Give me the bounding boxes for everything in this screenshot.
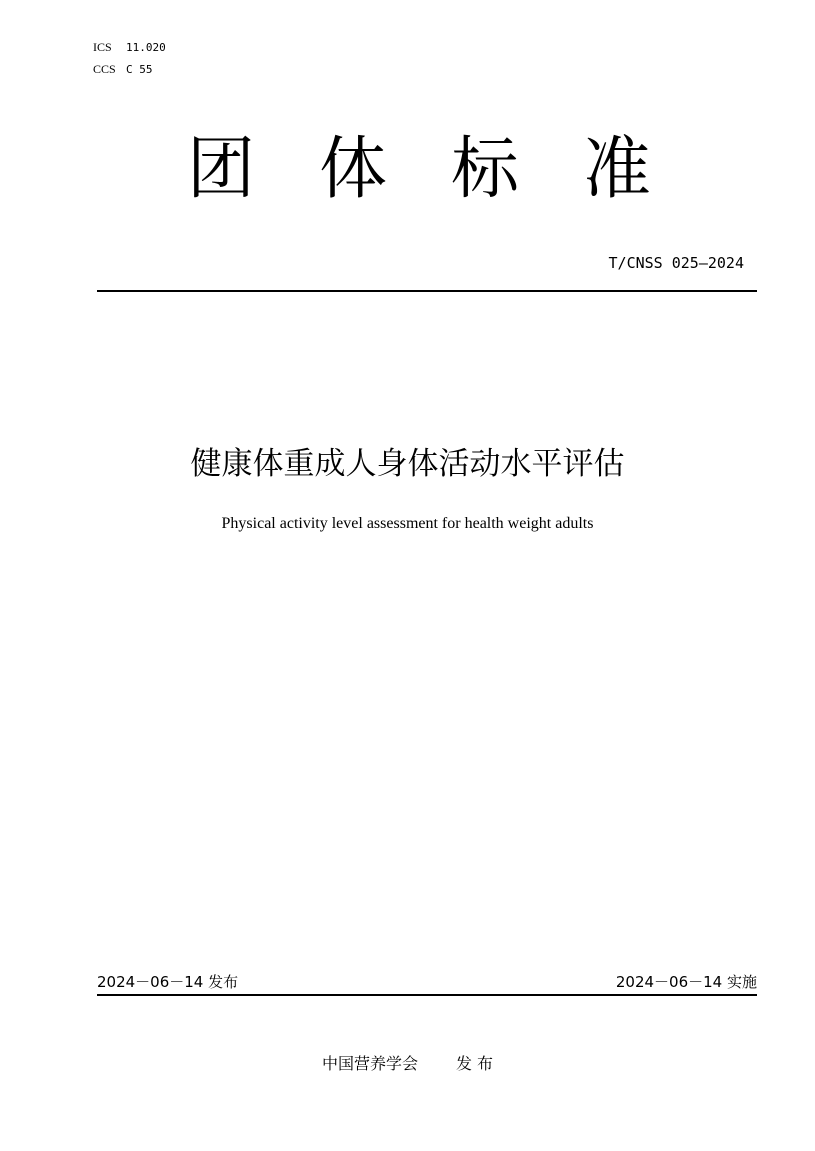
- top-divider: [97, 290, 757, 292]
- ccs-code: [93, 62, 153, 77]
- issue-date: 2024－06－14 发布: [97, 973, 239, 991]
- implementation-date: 2024－06－14 实施: [615, 973, 757, 991]
- bottom-divider: [97, 994, 757, 996]
- ics-value: 11.020: [126, 41, 166, 54]
- publisher-action: 发 布: [455, 1054, 494, 1073]
- heading-char-3: 标: [450, 130, 519, 209]
- title-chinese: 健康体重成人身体活动水平评估: [190, 446, 625, 482]
- heading-char-1: 团: [186, 130, 255, 209]
- heading-char-2: 体: [318, 130, 387, 209]
- ccs-label: CCS: [93, 62, 116, 76]
- ccs-value: C 55: [126, 63, 153, 76]
- standard-number: T/CNSS 025—2024: [608, 254, 744, 272]
- publisher: [0, 1052, 815, 1076]
- title-english: Physical activity level assessment for health weight adults: [221, 515, 594, 532]
- ics-code: [93, 40, 166, 55]
- ics-label: ICS: [93, 40, 112, 54]
- heading-char-4: 准: [582, 130, 651, 209]
- publisher-name: 中国营养学会: [321, 1054, 418, 1073]
